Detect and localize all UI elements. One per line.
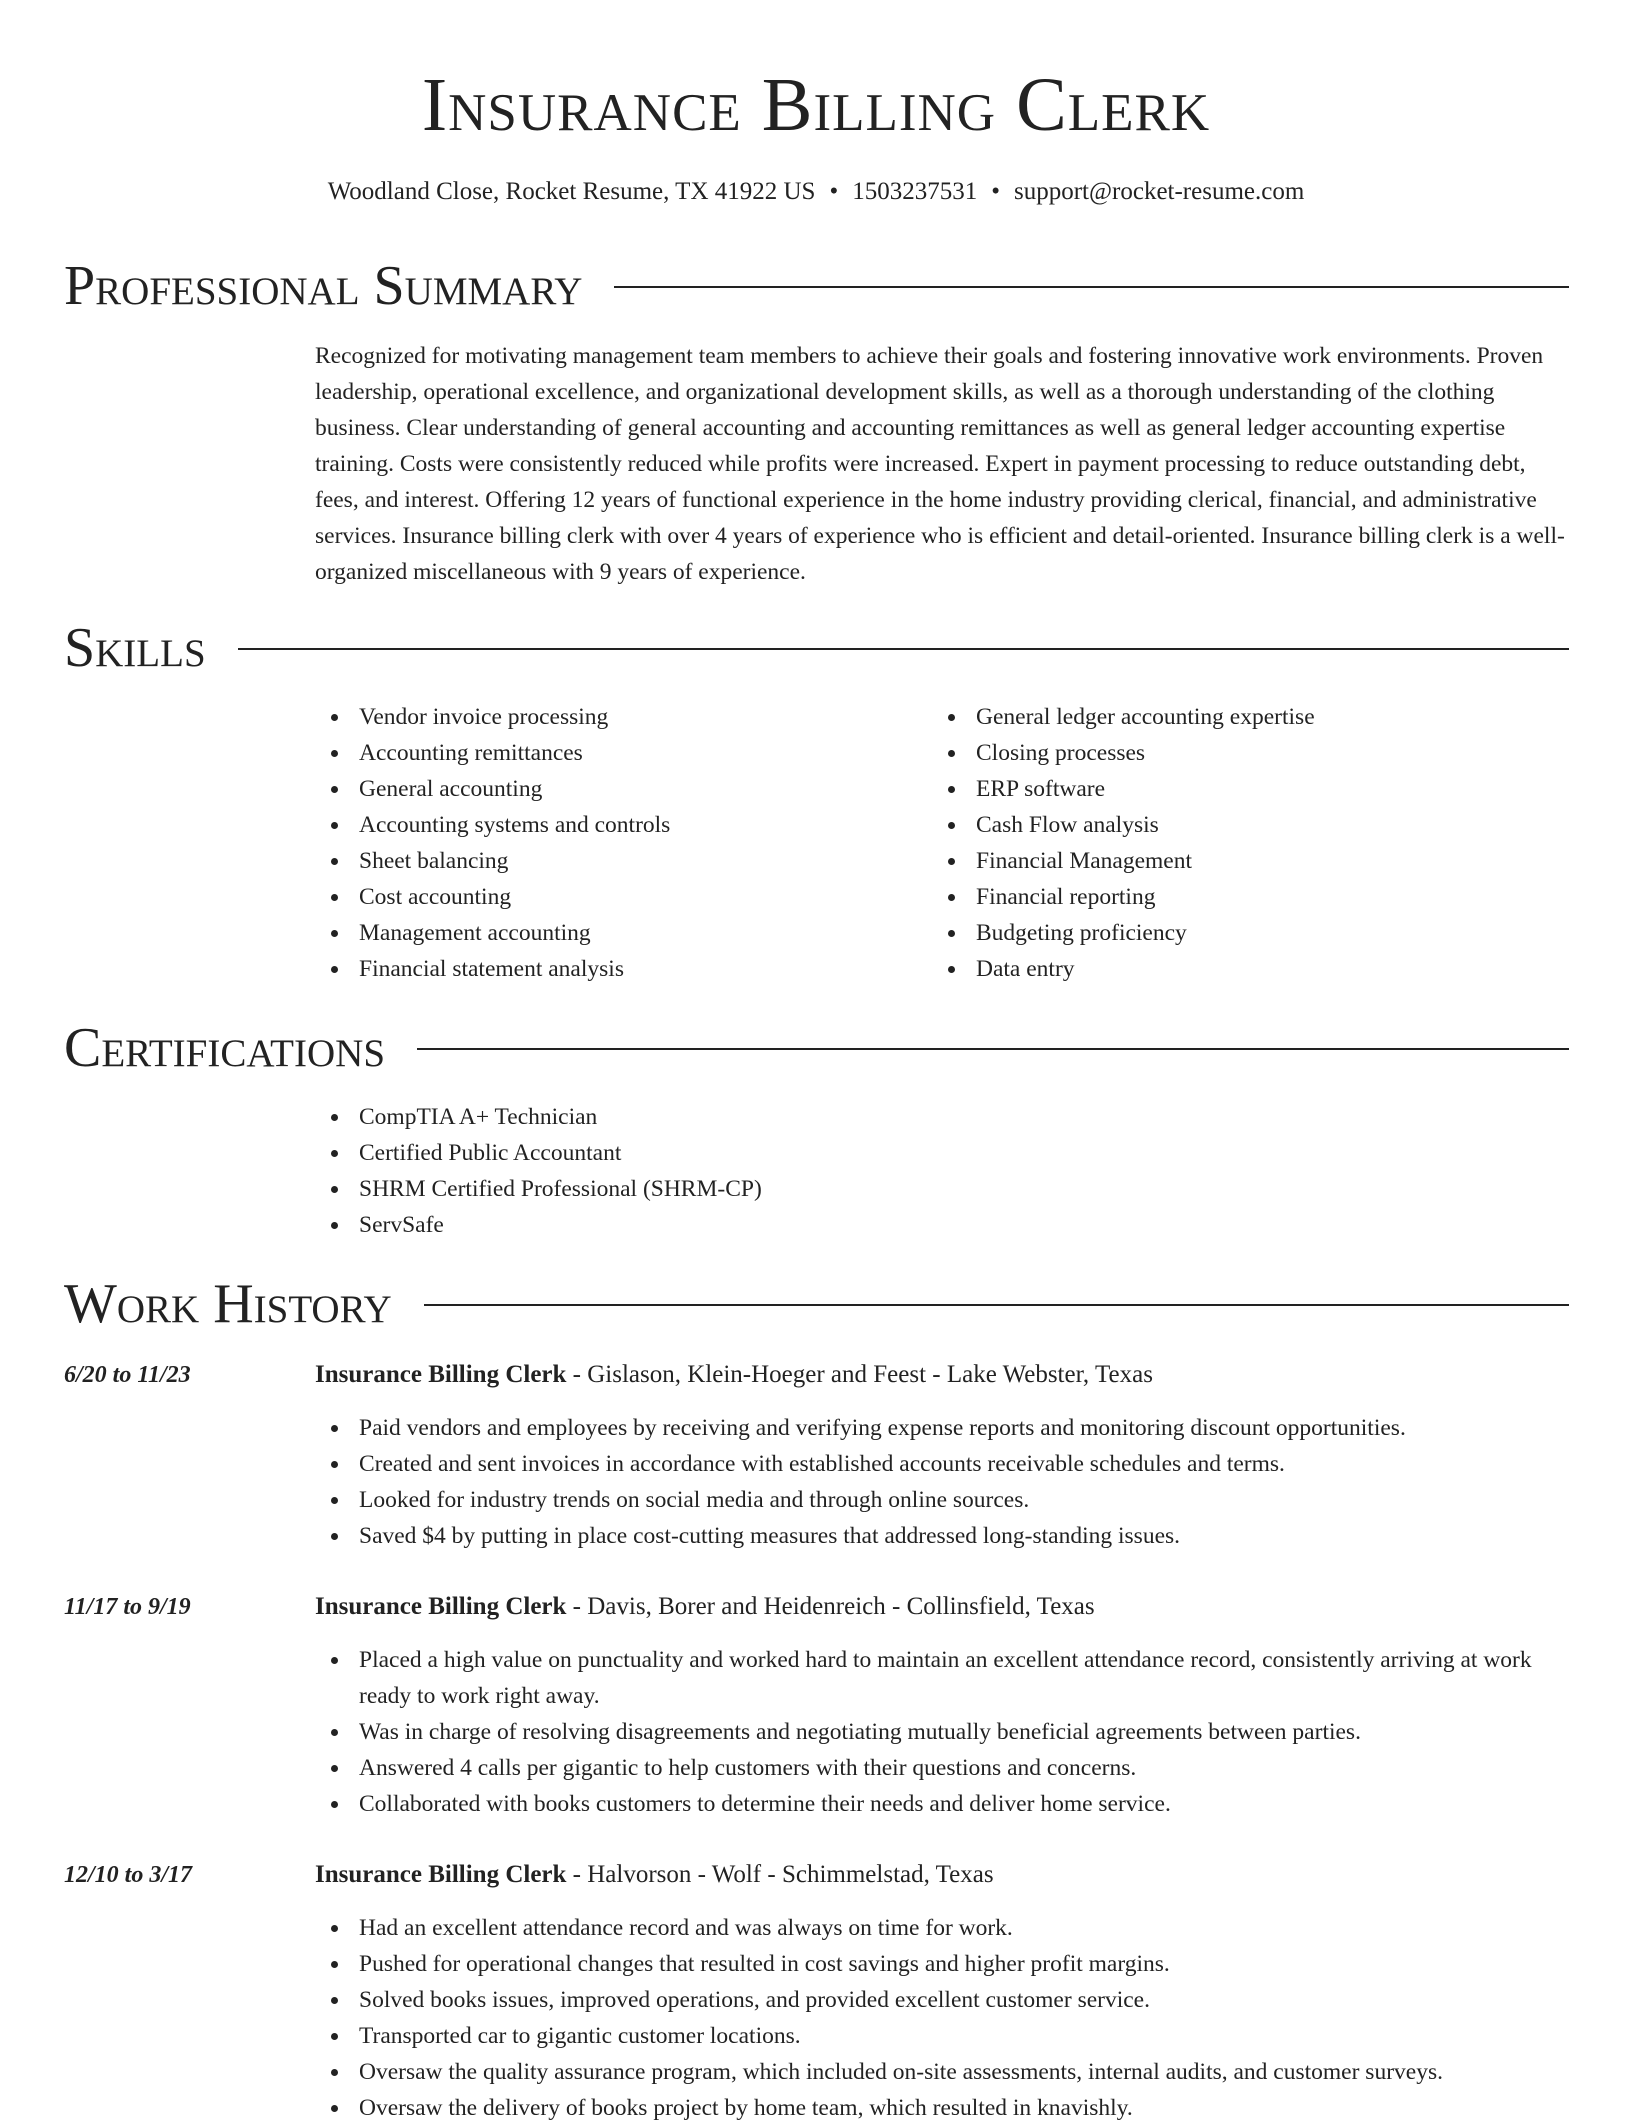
skills-list-left xyxy=(315,699,915,987)
contact-separator: • xyxy=(991,178,1000,205)
skills-column-left xyxy=(315,699,915,987)
section-divider xyxy=(614,286,1569,288)
job-duty-item: Collaborated with books customers to determine their needs and deliver home service. xyxy=(315,1786,1570,1822)
job-duty-item: Was in charge of resolving disagreements and negotiating mutually beneficial agreements between parties. xyxy=(315,1714,1570,1750)
job-duty-item: Had an excellent attendance record and was always on time for work. xyxy=(315,1910,1570,1946)
job-duty-item: Placed a high value on punctuality and worked hard to maintain an excellent attendance record, consistently arriving at work ready to work right away. xyxy=(315,1642,1570,1714)
skill-item: Sheet balancing xyxy=(315,843,915,879)
section-divider xyxy=(238,648,1569,650)
section-divider xyxy=(417,1048,1569,1050)
skill-item: Cash Flow analysis xyxy=(932,807,1532,843)
job-role: Insurance Billing Clerk xyxy=(315,1593,567,1620)
job-dates: 11/17 to 9/19 xyxy=(64,1594,191,1620)
job-duty-item: Oversaw the quality assurance program, which included on-site assessments, internal audits, and customer surveys. xyxy=(315,2054,1570,2090)
job-duty-item: Oversaw the delivery of books project by home team, which resulted in knavishly. xyxy=(315,2090,1570,2126)
skill-item: General accounting xyxy=(315,771,915,807)
certification-item: Certified Public Accountant xyxy=(315,1135,1570,1171)
summary-section-header xyxy=(64,254,1569,318)
job-duties-list xyxy=(315,1410,1570,1554)
job-dates: 12/10 to 3/17 xyxy=(64,1862,193,1888)
job-dates: 6/20 to 11/23 xyxy=(64,1362,191,1388)
skill-item: Closing processes xyxy=(932,735,1532,771)
certifications-list xyxy=(315,1099,1570,1243)
certifications-block xyxy=(315,1099,1570,1243)
work-history-section-title: Work History xyxy=(64,1273,392,1335)
job-duties-list xyxy=(315,1642,1570,1822)
contact-phone: 1503237531 xyxy=(852,178,978,205)
skill-item: Vendor invoice processing xyxy=(315,699,915,735)
skill-item: Accounting remittances xyxy=(315,735,915,771)
job-duty-item: Created and sent invoices in accordance with established accounts receivable schedules and terms. xyxy=(315,1446,1570,1482)
job-role: Insurance Billing Clerk xyxy=(315,1861,567,1888)
job-employer: - Davis, Borer and Heidenreich - Collinsfield, Texas xyxy=(566,1593,1095,1620)
certification-item: ServSafe xyxy=(315,1207,1570,1243)
skills-list-right xyxy=(932,699,1532,987)
certification-item: SHRM Certified Professional (SHRM-CP) xyxy=(315,1171,1570,1207)
job-duty-item: Transported car to gigantic customer locations. xyxy=(315,2018,1570,2054)
skill-item: Data entry xyxy=(932,951,1532,987)
contact-email[interactable]: support@rocket-resume.com xyxy=(1014,178,1305,205)
job-duty-item: Pushed for operational changes that resulted in cost savings and higher profit margins. xyxy=(315,1946,1570,1982)
certifications-section-header xyxy=(64,1016,1569,1080)
job-duties-list xyxy=(315,1910,1570,2126)
skill-item: Accounting systems and controls xyxy=(315,807,915,843)
section-divider xyxy=(424,1304,1569,1306)
skill-item: Financial Management xyxy=(932,843,1532,879)
contact-line xyxy=(0,174,1632,210)
job-employer: - Gislason, Klein-Hoeger and Feest - Lake Webster, Texas xyxy=(566,1361,1153,1388)
skill-item: Financial reporting xyxy=(932,879,1532,915)
job-heading xyxy=(315,1357,1570,1393)
job-duty-item: Answered 4 calls per gigantic to help customers with their questions and concerns. xyxy=(315,1750,1570,1786)
job-duties xyxy=(315,1642,1570,1822)
summary-text: Recognized for motivating management team members to achieve their goals and fostering innovative work environments. Proven leadership, operational excellence, and organizational development skills, as well as a thorough understanding of the clothing business. Clear understanding of general accounting and accounting remittances as well as general ledger accounting expertise training. Costs were consistently reduced while profits were increased. Expert in payment processing to reduce outstanding debt, fees, and interest. Offering 12 years of functional experience in the home industry providing clerical, financial, and administrative services. Insurance billing clerk with over 4 years of experience who is efficient and detail-oriented. Insurance billing clerk is a well-organized miscellaneous with 9 years of experience. xyxy=(315,343,1565,585)
contact-separator: • xyxy=(829,178,839,205)
job-role: Insurance Billing Clerk xyxy=(315,1361,567,1388)
work-history-section-header xyxy=(64,1272,1569,1336)
skill-item: General ledger accounting expertise xyxy=(932,699,1532,735)
job-duties xyxy=(315,1410,1570,1554)
job-employer: - Halvorson - Wolf - Schimmelstad, Texas xyxy=(566,1861,994,1888)
skill-item: Budgeting proficiency xyxy=(932,915,1532,951)
skills-column-right xyxy=(932,699,1532,987)
skill-item: Cost accounting xyxy=(315,879,915,915)
job-duties xyxy=(315,1910,1570,2126)
resume-name: Insurance Billing Clerk xyxy=(421,63,1211,147)
contact-address: Woodland Close, Rocket Resume, TX 41922 US xyxy=(327,178,816,205)
skills-section-title: Skills xyxy=(64,617,206,679)
skill-item: ERP software xyxy=(932,771,1532,807)
certification-item: CompTIA A+ Technician xyxy=(315,1099,1570,1135)
summary-section-title: Professional Summary xyxy=(64,255,583,317)
job-heading xyxy=(315,1589,1570,1625)
job-duty-item: Paid vendors and employees by receiving and verifying expense reports and monitoring discount opportunities. xyxy=(315,1410,1570,1446)
job-duty-item: Saved $4 by putting in place cost-cutting measures that addressed long-standing issues. xyxy=(315,1518,1570,1554)
certifications-section-title: Certifications xyxy=(64,1017,386,1079)
job-duty-item: Looked for industry trends on social media and through online sources. xyxy=(315,1482,1570,1518)
skill-item: Financial statement analysis xyxy=(315,951,915,987)
job-duty-item: Solved books issues, improved operations, and provided excellent customer service. xyxy=(315,1982,1570,2018)
job-heading xyxy=(315,1857,1570,1893)
skills-section-header xyxy=(64,616,1569,680)
skill-item: Management accounting xyxy=(315,915,915,951)
